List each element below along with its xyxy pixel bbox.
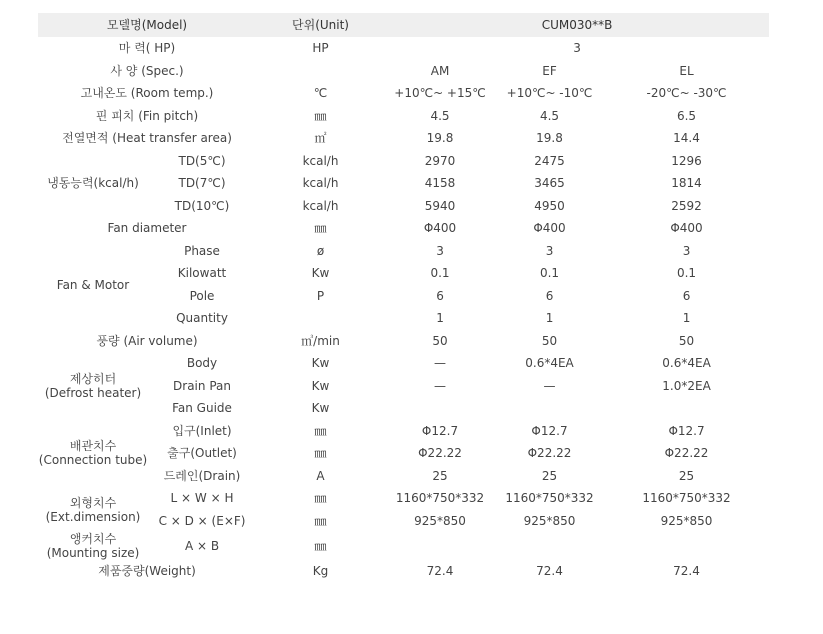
cell-el <box>604 397 769 420</box>
cell-am: 1160*750*332 <box>395 491 485 506</box>
cell-ef: Φ400 <box>533 221 566 236</box>
cell-ef: 4950 <box>534 198 565 213</box>
row-label: 마 력( HP) <box>118 41 176 56</box>
row-unit: kcal/h <box>302 153 339 168</box>
cell-am: 2970 <box>424 153 456 168</box>
row-fan-kilowatt <box>38 262 769 285</box>
cell-am: 1 <box>436 311 444 326</box>
cell-am: Φ22.22 <box>418 446 462 461</box>
row-unit: Kw <box>311 401 330 416</box>
row-value: 3 <box>573 41 581 56</box>
header-row <box>38 13 769 37</box>
cell-ef: Φ22.22 <box>527 446 572 461</box>
row-unit: ㎜ <box>314 513 327 528</box>
row-room <box>38 82 769 105</box>
row-air <box>38 330 769 353</box>
cell-el: 6 <box>682 288 691 303</box>
cell-el: 0.6*4EA <box>662 356 711 371</box>
cell-el: 2592 <box>671 198 702 213</box>
cell-am <box>385 397 495 420</box>
cell-ef: 50 <box>541 333 558 348</box>
row-label: 고내온도 (Room temp.) <box>80 86 214 101</box>
cell-el: Φ22.22 <box>664 446 709 461</box>
cell-el: -20℃~ -30℃ <box>646 86 727 101</box>
row-sublabel: Phase <box>184 243 220 258</box>
cell-ef: 3 <box>545 243 554 258</box>
cell-el: 50 <box>678 333 695 348</box>
cell-am: 0.1 <box>430 266 450 281</box>
row-sublabel: C × D × (E×F) <box>158 513 246 528</box>
row-sublabel: TD(7℃) <box>178 176 226 191</box>
group-label-ko: 제상히터 <box>69 371 117 386</box>
cell-am <box>385 532 495 560</box>
cell-el: 72.4 <box>673 564 700 579</box>
group-label <box>38 487 148 532</box>
cell-ef: — <box>543 378 556 393</box>
row-cooling-10 <box>38 195 769 218</box>
row-unit: ℃ <box>313 86 328 101</box>
cell-el: 3 <box>682 243 691 258</box>
cell-am: 5940 <box>424 198 456 213</box>
cell-ef: 0.1 <box>539 266 560 281</box>
row-defrost-fanguide <box>38 397 769 420</box>
row-unit: P <box>316 288 325 303</box>
row-unit: Kw <box>311 378 330 393</box>
header-unit: 단위(Unit) <box>256 13 385 37</box>
row-weight <box>38 560 769 583</box>
cell-am: AM <box>430 63 450 78</box>
group-label <box>38 532 148 560</box>
row-sublabel: A × B <box>184 539 220 553</box>
cell-el: 0.1 <box>676 266 697 281</box>
row-fan-pole <box>38 285 769 308</box>
cell-el: 1.0*2EA <box>662 378 711 393</box>
row-sublabel: 출구(Outlet) <box>167 446 237 461</box>
cell-am: 4.5 <box>430 108 450 123</box>
row-spec <box>38 60 769 83</box>
row-unit: ㎜ <box>314 539 327 553</box>
row-sublabel: L × W × H <box>170 491 234 506</box>
group-label-ko: 배관치수 <box>69 439 117 454</box>
header-product: CUM030**B <box>385 13 769 37</box>
cell-el <box>604 532 769 560</box>
row-unit: A <box>316 468 325 483</box>
group-label-en: (Ext.dimension) <box>45 509 141 524</box>
group-label: Fan & Motor <box>56 277 130 292</box>
cell-am: — <box>434 378 447 393</box>
cell-am: 25 <box>432 468 448 483</box>
row-heat <box>38 127 769 150</box>
row-unit: ㎜ <box>314 423 327 438</box>
row-unit <box>256 60 385 83</box>
row-unit: Kg <box>312 564 329 579</box>
cell-am: +10℃~ +15℃ <box>394 86 486 101</box>
cell-ef: 6 <box>545 288 554 303</box>
row-defrost-drainpan <box>38 375 769 398</box>
row-sublabel: 입구(Inlet) <box>172 423 232 438</box>
spec-table <box>38 13 769 583</box>
row-unit: ø <box>316 243 325 258</box>
row-sublabel: TD(5℃) <box>178 153 226 168</box>
row-unit: HP <box>312 41 329 56</box>
cell-el: 6.5 <box>676 108 697 123</box>
row-label: 사 양 (Spec.) <box>110 63 184 78</box>
cell-am: 50 <box>432 333 448 348</box>
row-power <box>38 37 769 60</box>
row-sublabel: 드레인(Drain) <box>163 468 241 483</box>
cell-el: Φ400 <box>670 221 703 236</box>
row-unit: ㎜ <box>314 491 327 506</box>
cell-am: 72.4 <box>426 564 454 579</box>
group-label: 냉동능력(kcal/h) <box>47 176 139 191</box>
row-mount <box>38 532 769 560</box>
row-unit: ㎜ <box>314 108 327 123</box>
row-cooling-7 <box>38 172 769 195</box>
cell-ef: 925*850 <box>523 513 576 528</box>
cell-ef: +10℃~ -10℃ <box>506 86 593 101</box>
row-sublabel: Drain Pan <box>173 378 231 393</box>
cell-ef: Φ12.7 <box>531 423 568 438</box>
row-unit: ㎜ <box>314 221 327 236</box>
row-unit: ㎥/min <box>301 333 340 348</box>
row-label: 제품중량(Weight) <box>98 564 196 579</box>
row-fin <box>38 105 769 128</box>
cell-ef: 3465 <box>534 176 565 191</box>
cell-ef <box>495 532 604 560</box>
row-unit: Kw <box>311 356 330 371</box>
group-label-en: (Mounting size) <box>46 546 140 560</box>
group-label-en: (Defrost heater) <box>44 385 142 400</box>
header-model: 모델명(Model) <box>38 13 256 37</box>
group-label <box>38 420 148 488</box>
cell-ef <box>495 397 604 420</box>
cell-ef: EF <box>542 63 557 78</box>
group-label <box>38 352 148 420</box>
row-fan-quantity <box>38 307 769 330</box>
row-unit: ㎡ <box>314 131 327 146</box>
group-label-en: (Connection tube) <box>38 453 148 468</box>
cell-am: 19.8 <box>426 131 454 146</box>
row-fan-phase <box>38 240 769 263</box>
row-label: 전열면적 (Heat transfer area) <box>62 131 232 146</box>
cell-ef: 4.5 <box>539 108 560 123</box>
row-conn-outlet <box>38 442 769 465</box>
cell-el: 925*850 <box>660 513 713 528</box>
row-unit: kcal/h <box>302 198 339 213</box>
cell-am: Φ400 <box>423 221 457 236</box>
cell-el: 1296 <box>671 153 702 168</box>
cell-ef: 0.6*4EA <box>525 356 574 371</box>
row-label: 핀 피치 (Fin pitch) <box>95 108 199 123</box>
cell-am: 4158 <box>424 176 456 191</box>
cell-el: 25 <box>678 468 695 483</box>
row-label: Fan diameter <box>107 221 187 236</box>
cell-ef: 25 <box>541 468 558 483</box>
cell-am: — <box>434 356 447 371</box>
cell-am: 3 <box>436 243 444 258</box>
row-cooling-5 <box>38 150 769 173</box>
cell-am: 6 <box>436 288 444 303</box>
row-ext-lwh <box>38 487 769 510</box>
cell-ef: 2475 <box>534 153 565 168</box>
row-sublabel: TD(10℃) <box>174 198 230 213</box>
row-conn-drain <box>38 465 769 488</box>
row-label: 풍량 (Air volume) <box>96 333 198 348</box>
cell-ef: 19.8 <box>536 131 563 146</box>
cell-ef: 1 <box>545 311 554 326</box>
cell-el: 1 <box>682 311 691 326</box>
cell-el: 1160*750*332 <box>642 491 731 506</box>
cell-ef: 1160*750*332 <box>505 491 594 506</box>
row-sublabel: Fan Guide <box>172 401 232 416</box>
cell-el: EL <box>679 63 694 78</box>
row-sublabel: Pole <box>189 288 215 303</box>
cell-ef: 72.4 <box>536 564 563 579</box>
cell-am: Φ12.7 <box>421 423 459 438</box>
row-unit: Kw <box>311 266 330 281</box>
cell-el: Φ12.7 <box>668 423 705 438</box>
row-defrost-body <box>38 352 769 375</box>
row-fan-diameter <box>38 217 769 240</box>
row-unit <box>256 307 385 330</box>
row-ext-cdef <box>38 510 769 533</box>
row-unit: ㎜ <box>314 446 327 461</box>
row-unit: kcal/h <box>302 176 339 191</box>
row-sublabel: Quantity <box>176 311 228 326</box>
cell-am: 925*850 <box>414 513 466 528</box>
row-sublabel: Kilowatt <box>177 266 227 281</box>
cell-el: 14.4 <box>673 131 700 146</box>
row-sublabel: Body <box>186 356 218 371</box>
group-label-ko: 외형치수 <box>69 495 117 510</box>
row-conn-inlet <box>38 420 769 443</box>
group-label-ko: 앵커치수 <box>69 532 117 546</box>
cell-el: 1814 <box>671 176 702 191</box>
